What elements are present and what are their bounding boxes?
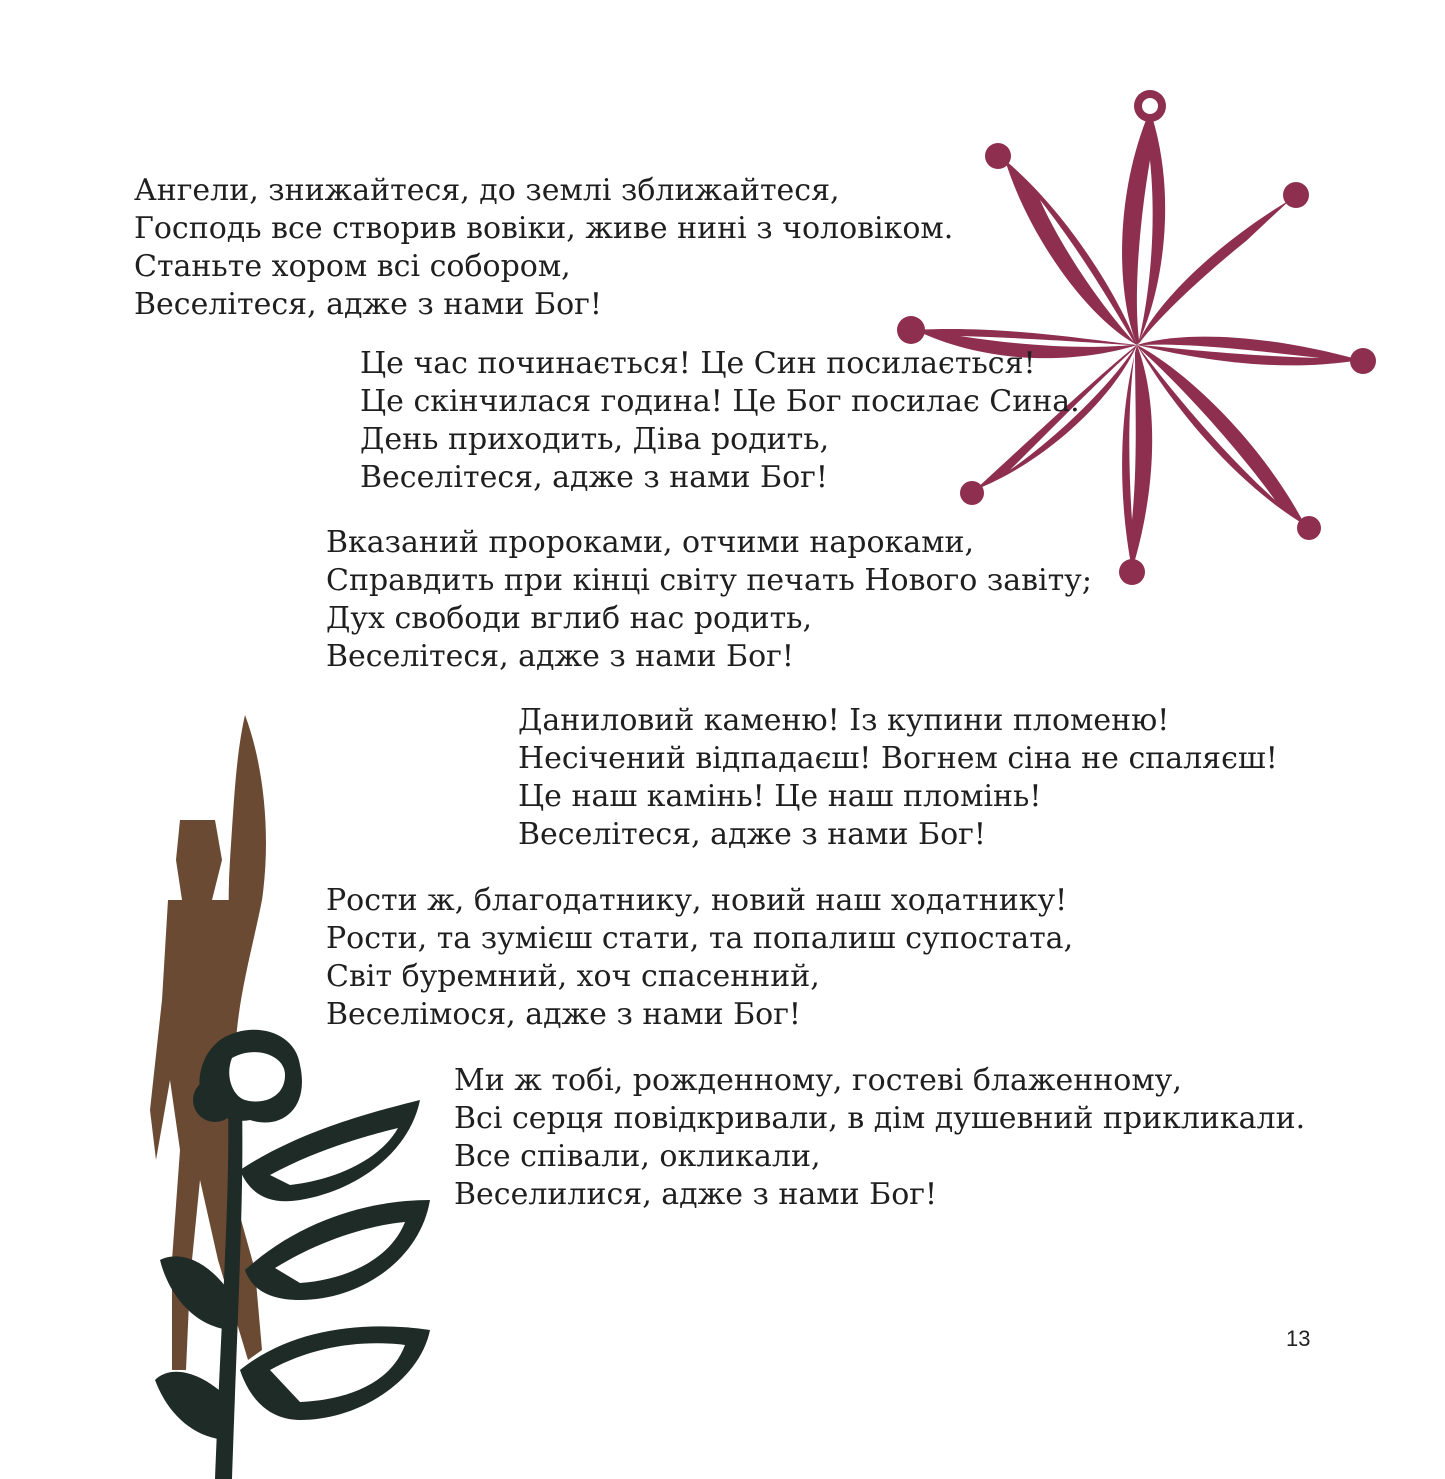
poem-line: Веселилися, адже з нами Бог! bbox=[454, 1177, 938, 1212]
stanza-5 bbox=[326, 882, 1073, 1034]
poem-line: Рости, та зумієш стати, та попалиш супостата, bbox=[326, 921, 1074, 956]
stanza-6 bbox=[454, 1062, 1305, 1214]
poem-line: Веселітеся, адже з нами Бог! bbox=[518, 817, 986, 852]
poem-line: Веселітеся, адже з нами Бог! bbox=[134, 287, 602, 322]
poem-line: Рости ж, благодатнику, новий наш ходатнику! bbox=[326, 883, 1068, 918]
poem-line: Станьте хором всі собором, bbox=[134, 249, 571, 284]
poem-line: Веселітеся, адже з нами Бог! bbox=[326, 639, 794, 674]
poem-line: Даниловий каменю! Із купини пломеню! bbox=[518, 703, 1170, 738]
poem-line: День приходить, Діва родить, bbox=[360, 422, 830, 457]
poem-line: Ангели, знижайтеся, до землі зближайтеся, bbox=[134, 173, 840, 208]
eight-point-star-icon bbox=[890, 88, 1380, 588]
poem-line: Світ буремний, хоч спасенний, bbox=[326, 959, 820, 994]
poem-line: Це скінчилася година! Це Бог посилає Сина. bbox=[360, 384, 1080, 419]
stanza-3 bbox=[326, 524, 1092, 676]
poem-line: Це наш камінь! Це наш пломінь! bbox=[518, 779, 1042, 814]
poem-line: Дух свободи вглиб нас родить, bbox=[326, 601, 813, 636]
stanza-1 bbox=[134, 172, 953, 324]
page-number: 13 bbox=[1286, 1326, 1311, 1351]
leafy-plant-icon bbox=[150, 1020, 450, 1479]
poem-line: Все співали, окликали, bbox=[454, 1139, 821, 1174]
poem-line: Це час починається! Це Син посилається! bbox=[360, 346, 1036, 381]
poem-line: Господь все створив вовіки, живе нині з чоловіком. bbox=[134, 211, 954, 246]
poem-line: Веселімося, адже з нами Бог! bbox=[326, 997, 801, 1032]
stanza-4 bbox=[518, 702, 1278, 854]
poem-line: Ми ж тобі, рожденному, гостеві блаженному, bbox=[454, 1063, 1182, 1098]
stanza-2 bbox=[360, 345, 1080, 497]
poem-line: Несічений відпадаєш! Вогнем сіна не спаляєш! bbox=[518, 741, 1278, 776]
poem-line: Веселітеся, адже з нами Бог! bbox=[360, 460, 828, 495]
poem-line: Справдить при кінці світу печать Нового завіту; bbox=[326, 563, 1092, 598]
poem-line: Вказаний пророками, отчими нароками, bbox=[326, 525, 975, 560]
poem-line: Всі серця повідкривали, в дім душевний прикликали. bbox=[454, 1101, 1306, 1136]
